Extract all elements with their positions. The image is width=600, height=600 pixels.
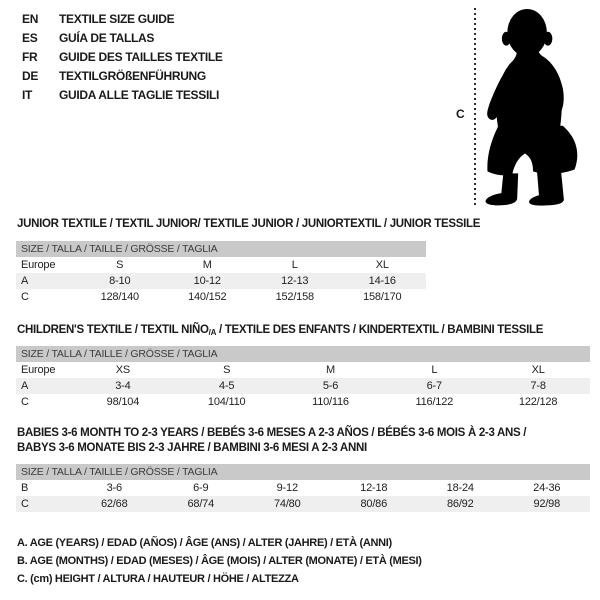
language-code: IT: [22, 87, 33, 102]
value-cell: 62/68: [100, 498, 128, 510]
legend-line-a: A. AGE (YEARS) / EDAD (AÑOS) / ÂGE (ANS) / ALTER (JAHRE) / ETÀ (ANNI): [17, 537, 392, 549]
row-label-cell: A: [21, 380, 29, 392]
junior-size-header: SIZE / TALLA / TAILLE / GRÖSSE / TAGLIA: [16, 241, 426, 257]
table-row: [16, 362, 590, 378]
table-row: [16, 496, 590, 512]
children-title-prefix: CHILDREN'S TEXTILE / TEXTIL NIÑO: [17, 324, 209, 336]
value-cell: 24-36: [533, 482, 561, 494]
value-cell: 9-12: [276, 482, 298, 494]
value-cell: XL: [531, 364, 545, 376]
children-title-suffix: / TEXTILE DES ENFANTS / KINDERTEXTIL / BAMBINI TESSILE: [216, 324, 544, 336]
row-label-cell: C: [21, 396, 29, 408]
value-cell: 4-5: [219, 380, 235, 392]
baby-silhouette-icon: [481, 5, 593, 208]
junior-size-table: [16, 257, 426, 305]
value-cell: 68/74: [187, 498, 215, 510]
guide-title: TEXTILE SIZE GUIDE: [59, 11, 175, 26]
value-cell: S: [116, 259, 124, 271]
value-cell: 74/80: [273, 498, 301, 510]
language-title-list: [22, 9, 223, 104]
table-row: [16, 273, 426, 289]
row-label-cell: A: [21, 275, 29, 287]
value-cell: L: [431, 364, 438, 376]
height-measure-line: [474, 8, 476, 208]
language-code: FR: [22, 49, 38, 64]
babies-title-line1: BABIES 3-6 MONTH TO 2-3 YEARS / BEBÉS 3-6 MESES A 2-3 AÑOS / BÉBÉS 3-6 MOIS À 2-3 ANS /: [17, 427, 527, 439]
babies-size-header: SIZE / TALLA / TAILLE / GRÖSSE / TAGLIA: [16, 464, 590, 480]
value-cell: XL: [375, 259, 389, 271]
value-cell: 8-10: [109, 275, 131, 287]
value-cell: 6-7: [426, 380, 442, 392]
children-title-subscript: /A: [208, 328, 217, 337]
value-cell: S: [223, 364, 231, 376]
table-row: [16, 394, 590, 410]
guide-title: GUIDA ALLE TAGLIE TESSILI: [59, 87, 220, 102]
value-cell: 128/140: [100, 291, 139, 303]
value-cell: M: [326, 364, 335, 376]
value-cell: 158/170: [363, 291, 402, 303]
language-line-it: [22, 85, 223, 104]
row-label-cell: Europe: [21, 364, 56, 376]
value-cell: 5-6: [322, 380, 339, 392]
value-cell: 86/92: [446, 498, 474, 510]
row-label-cell: Europe: [21, 259, 56, 271]
value-cell: 3-6: [106, 482, 122, 494]
height-measure-label: C: [456, 107, 465, 121]
value-cell: 98/104: [106, 396, 140, 408]
children-size-header: SIZE / TALLA / TAILLE / GRÖSSE / TAGLIA: [16, 346, 590, 362]
guide-title: GUÍA DE TALLAS: [59, 30, 155, 45]
value-cell: M: [202, 259, 212, 271]
babies-size-table: [16, 480, 590, 512]
value-cell: 152/158: [275, 291, 314, 303]
value-cell: 12-18: [360, 482, 388, 494]
value-cell: 6-9: [193, 482, 209, 494]
language-line-fr: [22, 47, 223, 66]
legend-line-b: B. AGE (MONTHS) / EDAD (MESES) / ÂGE (MOIS) / ALTER (MONATE) / ETÀ (MESI): [17, 555, 422, 567]
children-size-table: [16, 362, 590, 410]
language-line-de: [22, 66, 223, 85]
junior-table-title: JUNIOR TEXTILE / TEXTIL JUNIOR/ TEXTILE JUNIOR / JUNIORTEXTIL / JUNIOR TESSILE: [17, 218, 481, 230]
value-cell: 104/110: [207, 396, 246, 408]
value-cell: 18-24: [446, 482, 474, 494]
table-row: [16, 289, 426, 305]
guide-title: TEXTILGRÖßENFÜHRUNG: [59, 68, 206, 83]
babies-table-title: [17, 426, 526, 456]
language-line-en: [22, 9, 223, 28]
value-cell: 116/122: [415, 396, 454, 408]
table-row: [16, 480, 590, 496]
row-label-cell: C: [21, 498, 29, 510]
value-cell: L: [291, 259, 298, 271]
value-cell: 92/98: [533, 498, 561, 510]
row-label-cell: B: [21, 482, 29, 494]
value-cell: 110/116: [312, 396, 349, 408]
guide-title: GUIDE DES TAILLES TEXTILE: [59, 49, 223, 64]
language-code: ES: [22, 30, 38, 45]
value-cell: 80/86: [360, 498, 388, 510]
value-cell: 7-8: [530, 380, 546, 392]
value-cell: 14-16: [368, 275, 396, 287]
legend: [17, 534, 422, 588]
language-code: EN: [22, 11, 39, 26]
children-table-title: [17, 324, 543, 337]
babies-title-line2: BABYS 3-6 MONATE BIS 2-3 JAHRE / BAMBINI 3-6 MESI A 2-3 ANNI: [17, 442, 367, 454]
legend-line-c: C. (cm) HEIGHT / ALTURA / HAUTEUR / HÖHE / ALTEZZA: [17, 573, 299, 585]
value-cell: 122/128: [518, 396, 558, 408]
language-line-es: [22, 28, 223, 47]
value-cell: 12-13: [281, 275, 309, 287]
language-code: DE: [22, 68, 39, 83]
table-row: [16, 378, 590, 394]
value-cell: XS: [115, 364, 131, 376]
row-label-cell: C: [21, 291, 29, 303]
value-cell: 140/152: [188, 291, 227, 303]
value-cell: 3-4: [115, 380, 131, 392]
value-cell: 10-12: [193, 275, 221, 287]
table-row: [16, 257, 426, 273]
